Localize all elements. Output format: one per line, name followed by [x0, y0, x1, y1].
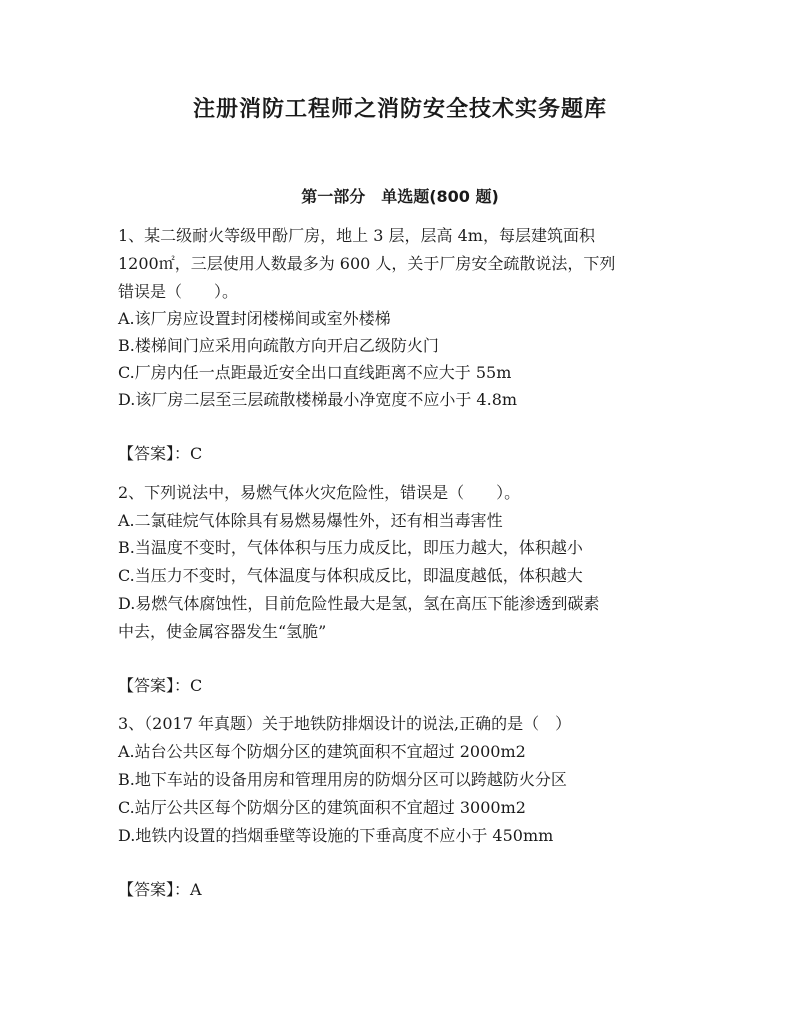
q1-option-d: D.该厂房二层至三层疏散楼梯最小净宽度不应小于 4.8m	[118, 390, 518, 409]
q2-option-a: A.二氯硅烷气体除具有易燃易爆性外，还有相当毒害性	[118, 511, 503, 530]
q3-option-a: A.站台公共区每个防烟分区的建筑面积不宜超过 2000m2	[118, 742, 526, 761]
q1-stem-line-2: 1200㎡，三层使用人数最多为 600 人，关于厂房安全疏散说法，下列	[118, 254, 616, 273]
q2-option-b: B.当温度不变时，气体体积与压力成反比，即压力越大，体积越小	[118, 538, 583, 557]
q1-stem-line-1: 1、某二级耐火等级甲酚厂房，地上 3 层，层高 4m，每层建筑面积	[118, 226, 595, 245]
q3-answer: 【答案】：A	[118, 880, 202, 899]
q3-option-c: C.站厅公共区每个防烟分区的建筑面积不宜超过 3000m2	[118, 798, 526, 817]
q1-option-c: C.厂房内任一点距最近安全出口直线距离不应大于 55m	[118, 363, 512, 382]
q2-stem-line-1: 2、下列说法中，易燃气体火灾危险性，错误是（ ）。	[118, 483, 521, 502]
q3-option-b: B.地下车站的设备用房和管理用房的防烟分区可以跨越防火分区	[118, 770, 567, 789]
q1-option-b: B.楼梯间门应采用向疏散方向开启乙级防火门	[118, 336, 439, 355]
q2-answer: 【答案】：C	[118, 676, 203, 695]
q1-stem-line-3: 错误是（ ）。	[118, 282, 239, 301]
section-title: 第一部分 单选题(800 题)	[301, 187, 499, 206]
q3-option-d: D.地铁内设置的挡烟垂壁等设施的下垂高度不应小于 450mm	[118, 826, 554, 845]
q1-answer: 【答案】：C	[118, 444, 203, 463]
q2-option-d-line-1: D.易燃气体腐蚀性，目前危险性最大是氢，氢在高压下能渗透到碳素	[118, 594, 600, 613]
q3-stem-line-1: 3、（2017 年真题）关于地铁防排烟设计的说法,正确的是（ ）	[118, 714, 572, 733]
q2-option-d-line-2: 中去，使金属容器发生“氢脆”	[118, 622, 327, 641]
document-title: 注册消防工程师之消防安全技术实务题库	[192, 97, 607, 122]
q2-option-c: C.当压力不变时，气体温度与体积成反比，即温度越低，体积越大	[118, 566, 583, 585]
q1-option-a: A.该厂房应设置封闭楼梯间或室外楼梯	[118, 309, 391, 328]
